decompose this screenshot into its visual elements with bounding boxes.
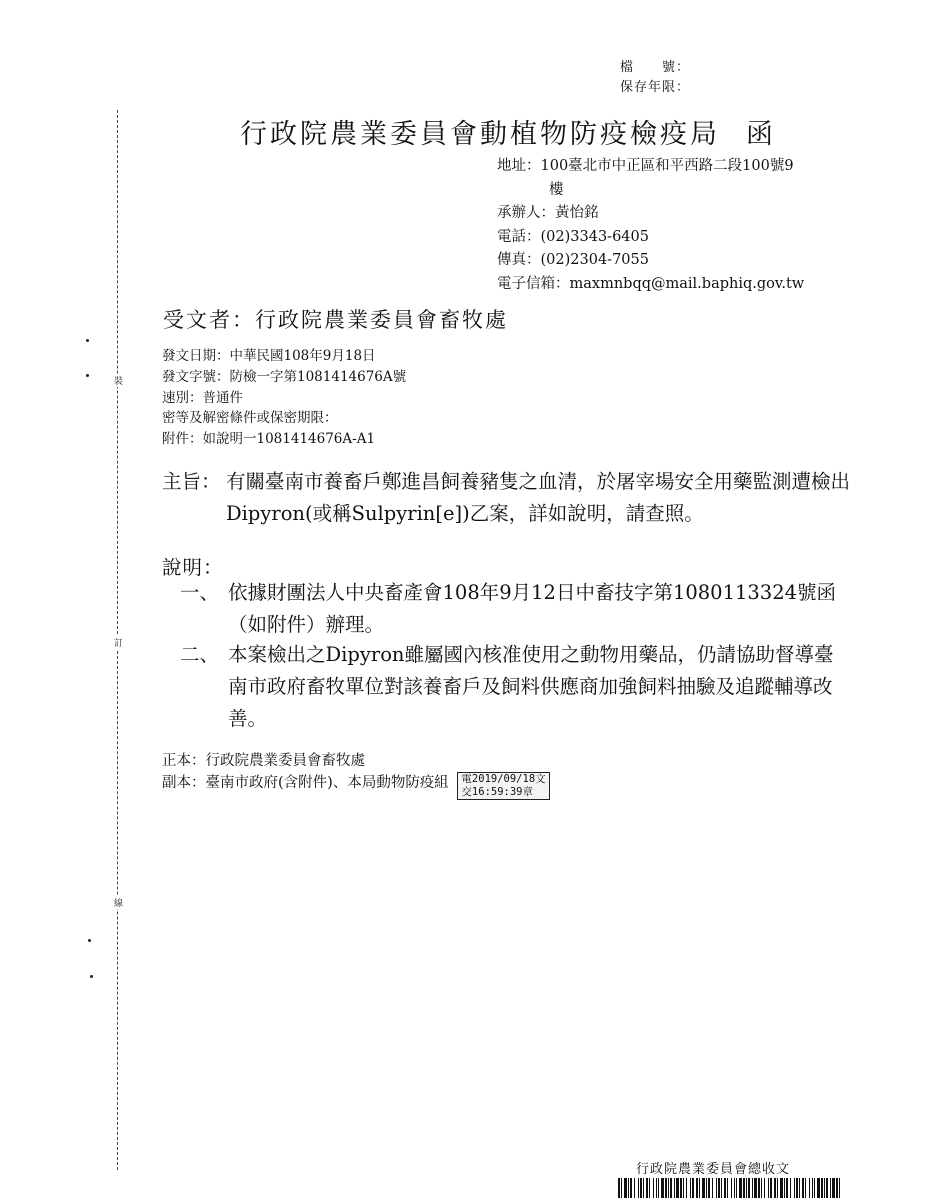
barcode-bar: [802, 1178, 804, 1198]
barcode-bar: [699, 1178, 700, 1198]
barcode-bar: [748, 1178, 750, 1198]
barcode-bar: [799, 1178, 800, 1198]
barcode-bar: [643, 1178, 644, 1198]
barcode-bar: [774, 1178, 776, 1198]
handler-name: 承辦人：黃怡銘: [497, 205, 599, 221]
barcode-bar: [739, 1178, 742, 1198]
scan-speck: [90, 975, 93, 978]
barcode-bar: [817, 1178, 820, 1198]
barcode-bar: [805, 1178, 806, 1198]
barcode-bar: [670, 1178, 672, 1198]
binding-mark-top: 裝: [114, 374, 123, 387]
copies-section: [162, 750, 550, 800]
barcode-bar: [696, 1178, 698, 1198]
barcode-bar: [746, 1178, 747, 1198]
barcode-bar: [640, 1178, 642, 1198]
issuing-agency: 行政院農業委員會動植物防疫檢疫局: [240, 119, 720, 150]
issue-date: 發文日期：中華民國108年9月18日: [162, 348, 376, 364]
barcode-bar: [824, 1178, 825, 1198]
cc-recipients: 副本：臺南市政府(含附件)、本局動物防疫組: [162, 775, 449, 791]
barcode-bar: [832, 1178, 835, 1198]
subject-section: [162, 466, 852, 530]
binding-mark-bottom: 線: [114, 896, 123, 909]
binding-mark-middle: 訂: [114, 636, 123, 649]
phone-number: 電話：(02)3343-6405: [497, 228, 649, 245]
explanation-item-number: 一、: [180, 581, 220, 604]
barcode: [618, 1178, 840, 1198]
barcode-bar: [764, 1178, 765, 1198]
barcode-bar: [770, 1178, 772, 1198]
barcode-bar: [649, 1178, 650, 1198]
subject-label: 主旨：: [162, 470, 221, 493]
barcode-bar: [716, 1178, 717, 1198]
sender-contact-block: [497, 155, 857, 296]
barcode-bar: [621, 1178, 622, 1198]
cc-line: [162, 772, 550, 800]
barcode-bar: [702, 1178, 705, 1198]
sender-address-continued: 樓: [549, 181, 564, 198]
barcode-bar: [786, 1178, 788, 1198]
barcode-bar: [826, 1178, 828, 1198]
barcode-bar: [721, 1178, 722, 1198]
barcode-bar: [821, 1178, 823, 1198]
stamp-line-date: 電2019/09/18文: [461, 773, 546, 785]
explanation-item: [180, 639, 852, 735]
explanation-item-text: 依據財團法人中央畜產會108年9月12日中畜技字第1080113324號函（如附件）辦理。: [228, 581, 837, 636]
barcode-bar: [790, 1178, 791, 1198]
barcode-bar: [706, 1178, 707, 1198]
barcode-bar: [836, 1178, 838, 1198]
barcode-bar: [656, 1178, 657, 1198]
sender-address: 地址：100臺北市中正區和平西路二段100號9: [497, 158, 794, 174]
explanation-label: 說明：: [162, 556, 224, 579]
delivery-speed: 速別：普通件: [162, 389, 243, 406]
barcode-bar: [768, 1178, 769, 1198]
electronic-exchange-stamp: [457, 772, 549, 800]
explanation-item-text: 本案檢出之Dipyron雖屬國內核准使用之動物用藥品，仍請協助督導臺南市政府畜牧單位對該養畜戶及飼料供應商加強飼料抽驗及追蹤輔導改善。: [228, 643, 834, 730]
recipient: 受文者：行政院農業委員會畜牧處: [163, 308, 508, 332]
barcode-bar: [796, 1178, 798, 1198]
stamp-line-time: 交16:59:39章: [461, 786, 533, 798]
barcode-bar: [718, 1178, 720, 1198]
barcode-bar: [658, 1178, 659, 1198]
barcode-bar: [780, 1178, 783, 1198]
original-recipient: 正本：行政院農業委員會畜牧處: [162, 753, 365, 769]
barcode-bar: [638, 1178, 639, 1198]
document-meta: [162, 346, 406, 450]
barcode-bar: [784, 1178, 785, 1198]
receiving-office: 行政院農業委員會總收文: [636, 1162, 791, 1177]
barcode-bar: [680, 1178, 682, 1198]
file-number-label: 檔 號：: [620, 60, 691, 75]
barcode-bar: [618, 1178, 620, 1198]
barcode-bar: [686, 1178, 687, 1198]
barcode-bar: [743, 1178, 745, 1198]
barcode-bar: [731, 1178, 732, 1198]
barcode-bar: [761, 1178, 762, 1198]
barcode-bar: [794, 1178, 795, 1198]
barcode-bar: [727, 1178, 728, 1198]
barcode-bar: [674, 1178, 675, 1198]
barcode-bar: [814, 1178, 815, 1198]
barcode-bar: [676, 1178, 679, 1198]
document-type: 函: [746, 119, 776, 150]
barcode-bar: [661, 1178, 664, 1198]
barcode-bar: [683, 1178, 684, 1198]
barcode-bar: [692, 1178, 694, 1198]
barcode-bar: [830, 1178, 831, 1198]
barcode-bar: [690, 1178, 691, 1198]
barcode-bar: [752, 1178, 753, 1198]
barcode-bar: [736, 1178, 737, 1198]
fax-number: 傳真：(02)2304-7055: [497, 252, 649, 268]
barcode-bar: [624, 1178, 627, 1198]
subject-text: 有關臺南市養畜戶鄭進昌飼養豬隻之血清，於屠宰場安全用藥監測遭檢出Dipyron(或稱Sulpyrin[e])乙案，詳如說明，請查照。: [226, 470, 851, 525]
document-number: 發文字號：防檢一字第1081414676A號: [162, 368, 407, 385]
barcode-bar: [665, 1178, 667, 1198]
barcode-bar: [653, 1178, 654, 1198]
document-title: [240, 112, 776, 151]
barcode-bar: [754, 1178, 757, 1198]
explanation-item-number: 二、: [180, 643, 220, 666]
secrecy-level: 密等及解密條件或保密期限：: [162, 410, 338, 427]
barcode-bar: [712, 1178, 713, 1198]
barcode-bar: [630, 1178, 632, 1198]
scan-speck: [86, 374, 89, 377]
barcode-bar: [734, 1178, 735, 1198]
barcode-bar: [628, 1178, 629, 1198]
explanation-item: [180, 577, 852, 641]
barcode-bar: [724, 1178, 726, 1198]
barcode-bar: [634, 1178, 635, 1198]
scan-speck: [86, 339, 89, 342]
retention-period-label: 保存年限：: [620, 80, 691, 95]
barcode-bar: [646, 1178, 648, 1198]
barcode-bar: [758, 1178, 760, 1198]
barcode-bar: [668, 1178, 669, 1198]
attachment-info: 附件：如說明一1081414676A-A1: [162, 431, 376, 448]
barcode-bar: [777, 1178, 778, 1198]
barcode-bar: [708, 1178, 710, 1198]
email-address: 電子信箱：maxmnbqq@mail.baphiq.gov.tw: [497, 275, 805, 292]
scan-speck: [88, 939, 91, 942]
barcode-bar: [839, 1178, 840, 1198]
barcode-bar: [809, 1178, 810, 1198]
archive-fields: [620, 58, 690, 98]
barcode-bar: [812, 1178, 813, 1198]
